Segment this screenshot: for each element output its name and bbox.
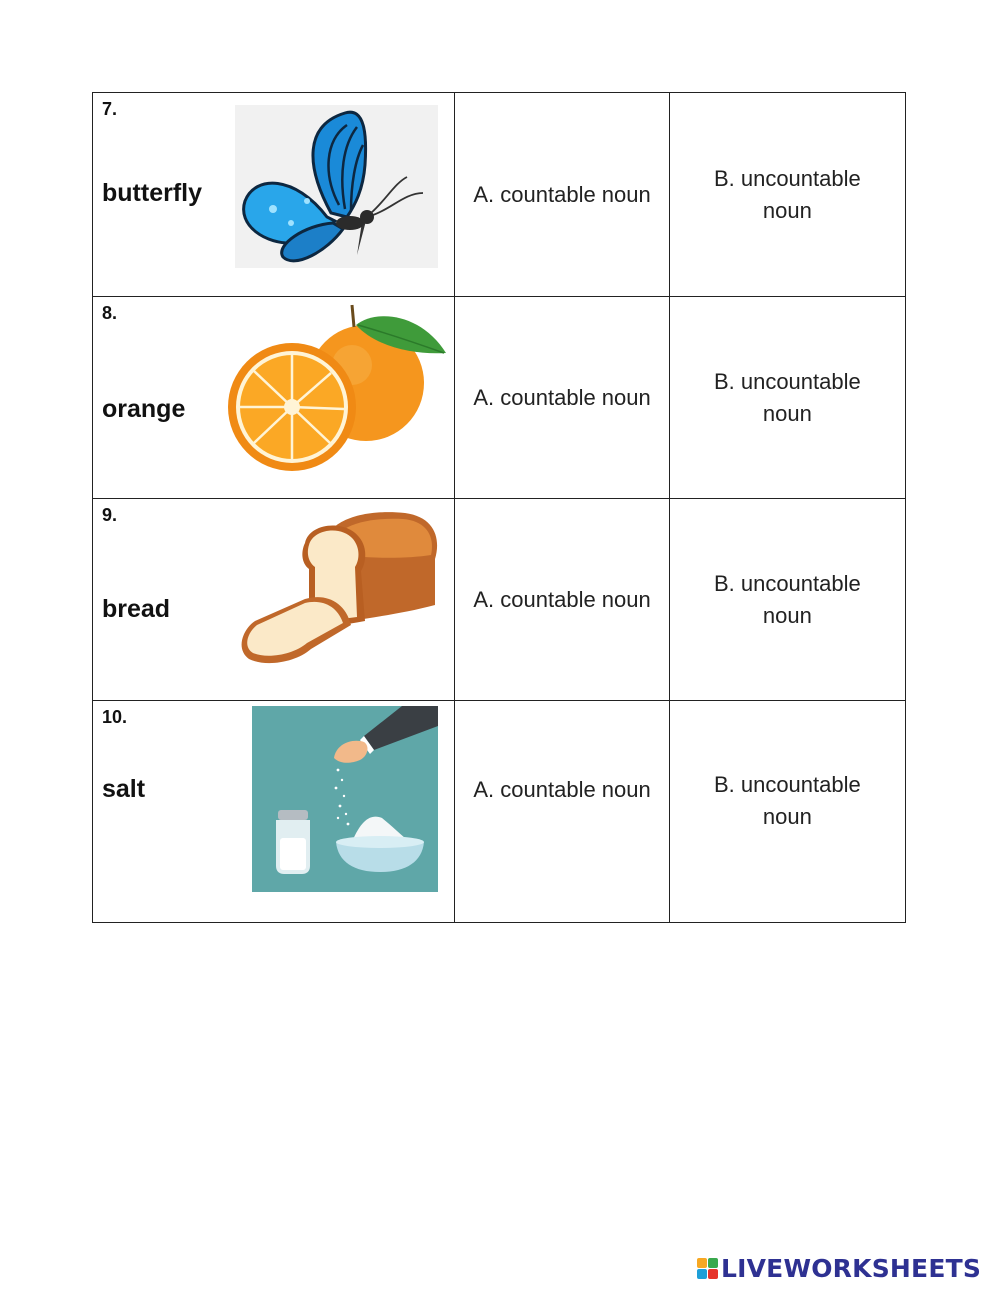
option-a[interactable]: A. countable noun — [473, 181, 651, 207]
question-word: bread — [102, 595, 171, 623]
question-row-9 — [93, 499, 906, 701]
butterfly-illustration — [235, 105, 438, 268]
option-b-cell[interactable] — [669, 499, 905, 701]
question-word: salt — [102, 775, 146, 803]
option-b[interactable]: B. uncountable noun — [713, 165, 861, 223]
bread-loaf-illustration — [235, 509, 440, 669]
question-cell — [93, 701, 455, 923]
question-row-8 — [93, 297, 906, 499]
option-a-cell[interactable] — [455, 701, 669, 923]
liveworksheets-logo — [697, 1254, 981, 1283]
option-a-cell[interactable] — [455, 297, 669, 499]
question-number: 10. — [102, 707, 128, 727]
option-b[interactable]: B. uncountable noun — [713, 368, 861, 426]
question-row-7 — [93, 93, 906, 297]
worksheet-table — [92, 92, 906, 923]
option-a[interactable]: A. countable noun — [473, 776, 651, 802]
option-a[interactable]: A. countable noun — [473, 586, 651, 612]
question-number: 9. — [102, 505, 118, 525]
option-b[interactable]: B. uncountable noun — [713, 570, 861, 628]
question-number: 8. — [102, 303, 118, 323]
orange-fruit-illustration — [226, 303, 448, 475]
question-cell — [93, 499, 455, 701]
salt-illustration — [252, 706, 438, 892]
logo-text: LIVEWORKSHEETS — [721, 1254, 982, 1283]
option-b-cell[interactable] — [669, 297, 905, 499]
option-b[interactable]: B. uncountable noun — [713, 771, 861, 829]
option-a[interactable]: A. countable noun — [473, 384, 651, 410]
question-cell — [93, 297, 455, 499]
question-word: orange — [102, 395, 186, 423]
question-cell — [93, 93, 455, 297]
question-row-10 — [93, 701, 906, 923]
option-a-cell[interactable] — [455, 499, 669, 701]
option-b-cell[interactable] — [669, 93, 905, 297]
option-b-cell[interactable] — [669, 701, 905, 923]
question-word: butterfly — [102, 179, 202, 207]
logo-mark-icon — [697, 1258, 718, 1279]
option-a-cell[interactable] — [455, 93, 669, 297]
question-number: 7. — [102, 99, 118, 119]
